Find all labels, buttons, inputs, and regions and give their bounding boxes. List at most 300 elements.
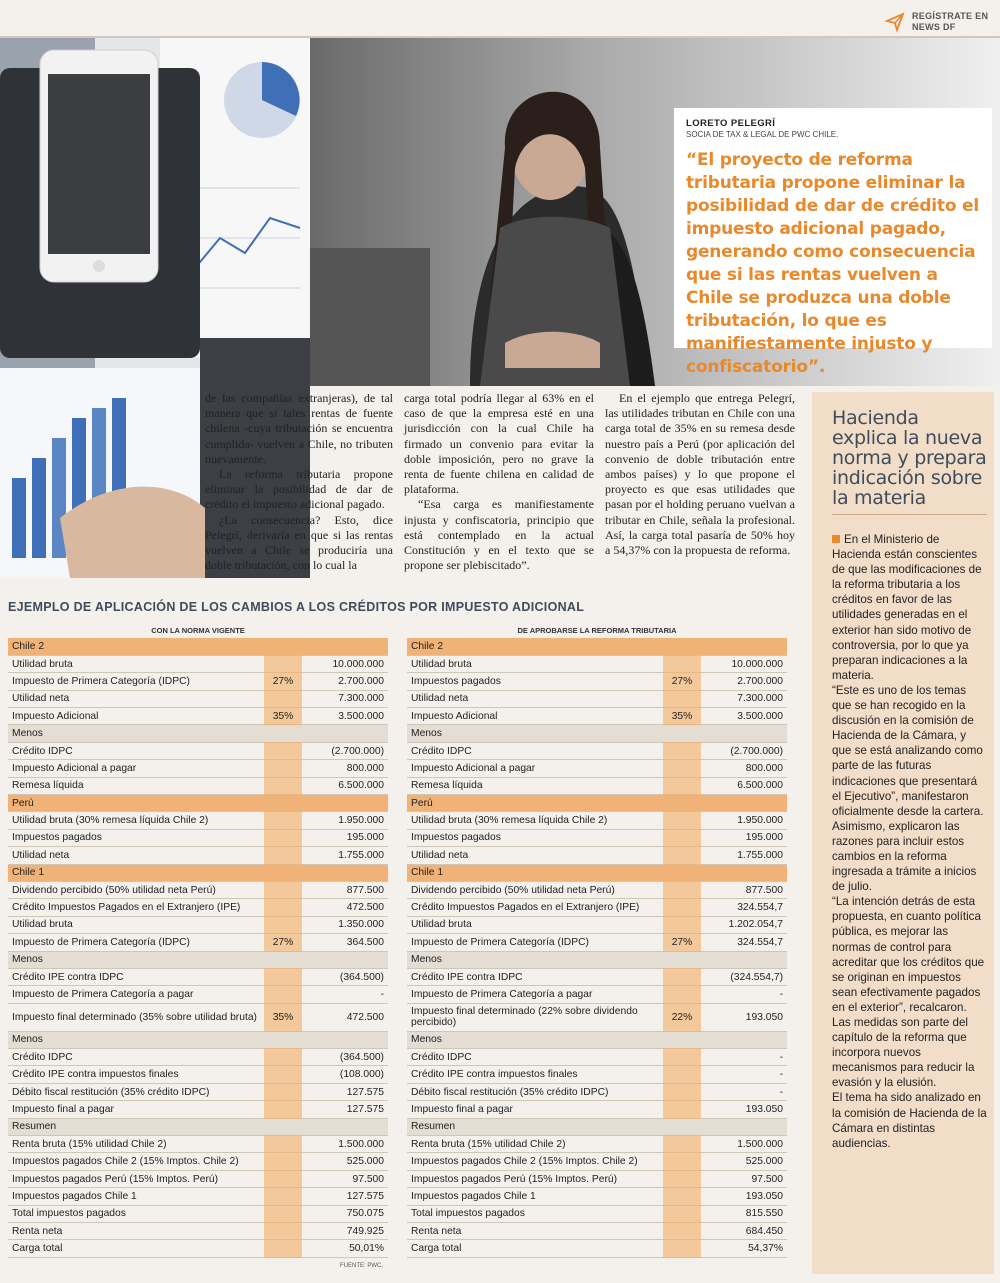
table-row — [407, 1066, 787, 1083]
row-rate — [264, 1101, 302, 1118]
article-column-2 — [404, 391, 594, 573]
table-row — [8, 1136, 388, 1153]
row-label: Remesa líquida — [8, 777, 264, 794]
row-rate — [663, 1049, 701, 1066]
row-label: Impuesto final a pagar — [8, 1101, 264, 1118]
row-rate — [663, 777, 701, 794]
row-rate — [264, 1240, 302, 1257]
row-label: Crédito Impuestos Pagados en el Extranjero (IPE) — [8, 899, 264, 916]
row-value: 749.925 — [302, 1223, 388, 1240]
row-label: Utilidad neta — [407, 690, 663, 707]
table-row — [8, 673, 388, 690]
table-row — [8, 1066, 388, 1083]
right-table-heading: DE APROBARSE LA REFORMA TRIBUTARIA — [517, 626, 677, 635]
row-label: Utilidad neta — [8, 847, 264, 864]
row-label: Impuestos pagados Perú (15% Imptos. Perú) — [8, 1170, 264, 1187]
row-label: Impuesto final a pagar — [407, 1101, 663, 1118]
row-rate: 27% — [663, 673, 701, 690]
row-label: Carga total — [407, 1240, 663, 1257]
row-rate — [264, 829, 302, 846]
row-rate — [663, 1083, 701, 1100]
row-value: 2.700.000 — [701, 673, 787, 690]
table-row — [8, 708, 388, 725]
quote-text: “El proyecto de reforma tributaria propone eliminar la posibilidad de dar de crédito el impuesto adicional pagado, generando como consecuencia que si las rentas vuelven a Chile se produzca una doble tributación, lo que es manifiestamente injusto y confiscatorio”. — [686, 150, 980, 377]
table-row — [8, 812, 388, 829]
row-label: Dividendo percibido (50% utilidad neta Perú) — [8, 881, 264, 898]
row-rate — [264, 690, 302, 707]
row-value: 1.950.000 — [701, 812, 787, 829]
table-row — [407, 1031, 787, 1048]
row-label: Crédito IDPC — [407, 1049, 663, 1066]
row-label: Impuestos pagados Chile 1 — [407, 1188, 663, 1205]
row-label: Impuestos pagados — [8, 829, 264, 846]
row-label: Chile 1 — [407, 864, 663, 881]
row-label: Renta neta — [8, 1223, 264, 1240]
paragraph: carga total podría llegar al 63% en el caso de que la empresa esté en una jurisdicción con la cual Chile ha firmado un convenio para evitar la doble imposición, pero no grave la renta de fuente chilena en calidad de plataforma. — [404, 391, 594, 497]
row-rate: 27% — [264, 673, 302, 690]
row-value: (364.500) — [302, 1049, 388, 1066]
paragraph: En el ejemplo que entrega Pelegrí, las utilidades tributan en Chile con una carga total de 35% en su remesa desde nuestro país a Perú (por aplicación del convenio de doble tributación entre ambos países) y lo que propone el proyecto es que esas utilidades que pasan por el holding peruano vuelvan a tributar en Chile, señala la profesional. Así, la carga total pasaría de 50% hoy a 54,37% con la propuesta de reforma. — [605, 391, 795, 558]
row-value: 3.500.000 — [701, 708, 787, 725]
row-label: Impuestos pagados Perú (15% Imptos. Perú) — [407, 1170, 663, 1187]
row-value — [701, 638, 787, 655]
row-rate — [264, 1136, 302, 1153]
row-value: 1.202.054,7 — [701, 916, 787, 933]
row-label: Impuesto de Primera Categoría (IDPC) — [407, 934, 663, 951]
row-value — [302, 725, 388, 742]
row-label: Impuesto de Primera Categoría a pagar — [8, 986, 264, 1003]
table-row — [407, 968, 787, 985]
row-rate — [663, 847, 701, 864]
row-label: Utilidad bruta — [407, 916, 663, 933]
table-row — [407, 812, 787, 829]
table-row — [8, 742, 388, 759]
row-rate — [264, 638, 302, 655]
row-rate — [264, 1153, 302, 1170]
table-row — [8, 916, 388, 933]
sidebar-title: Hacienda explica la nueva norma y prepara indicación sobre la materia — [832, 407, 987, 509]
sidebar-box — [812, 392, 994, 1274]
table-row — [407, 864, 787, 881]
row-label: Débito fiscal restitución (35% crédito IDPC) — [407, 1083, 663, 1100]
table-row — [407, 1049, 787, 1066]
row-value: 472.500 — [302, 1003, 388, 1031]
table-row — [8, 638, 388, 655]
row-value: 6.500.000 — [701, 777, 787, 794]
table-row — [407, 655, 787, 672]
table-row — [407, 847, 787, 864]
row-value — [302, 864, 388, 881]
article-column-3 — [605, 391, 795, 558]
row-value: (2.700.000) — [302, 742, 388, 759]
row-label: Impuestos pagados Chile 2 (15% Imptos. Chile 2) — [8, 1153, 264, 1170]
row-rate — [264, 725, 302, 742]
row-label: Crédito IDPC — [8, 742, 264, 759]
row-value — [701, 795, 787, 812]
row-rate — [264, 1083, 302, 1100]
sidebar-paragraph: “La intención detrás de esta propuesta, en cuanto política pública, es mejorar las normas de control para acreditar que los créditos que se originan en impuestos sean efectivamente pagados en el exterior”, recalcaron. — [832, 895, 985, 1014]
row-value: (108.000) — [302, 1066, 388, 1083]
table-row — [407, 934, 787, 951]
table-row — [8, 864, 388, 881]
table-row — [8, 725, 388, 742]
row-value: 193.050 — [701, 1188, 787, 1205]
row-label: Chile 2 — [407, 638, 663, 655]
table-row — [407, 1083, 787, 1100]
row-rate — [663, 1031, 701, 1048]
row-label: Impuestos pagados — [407, 673, 663, 690]
row-rate: 35% — [264, 708, 302, 725]
row-rate — [264, 847, 302, 864]
row-rate — [264, 1205, 302, 1222]
table-row — [8, 1049, 388, 1066]
row-rate — [663, 760, 701, 777]
row-label: Utilidad bruta — [8, 655, 264, 672]
row-label: Impuestos pagados Chile 2 (15% Imptos. Chile 2) — [407, 1153, 663, 1170]
row-rate — [663, 742, 701, 759]
row-rate — [663, 655, 701, 672]
row-rate — [264, 916, 302, 933]
row-rate — [663, 829, 701, 846]
row-value — [701, 951, 787, 968]
row-value: 525.000 — [701, 1153, 787, 1170]
table-row — [8, 1003, 388, 1031]
row-label: Utilidad bruta — [407, 655, 663, 672]
row-value: 472.500 — [302, 899, 388, 916]
table-row — [8, 1188, 388, 1205]
table-row — [407, 1188, 787, 1205]
row-value: 7.300.000 — [302, 690, 388, 707]
table-row — [407, 795, 787, 812]
row-rate — [663, 881, 701, 898]
row-rate — [663, 1170, 701, 1187]
row-value: 1.500.000 — [701, 1136, 787, 1153]
table-row — [407, 829, 787, 846]
register-label: REGÍSTRATE EN NEWS DF — [912, 11, 989, 32]
table-row — [407, 760, 787, 777]
sidebar-divider — [832, 514, 987, 515]
row-value: 877.500 — [302, 881, 388, 898]
table-row — [8, 1240, 388, 1257]
table-row — [8, 1223, 388, 1240]
row-value: 10.000.000 — [701, 655, 787, 672]
row-label: Crédito IPE contra IDPC — [407, 968, 663, 985]
row-label: Resumen — [407, 1118, 663, 1135]
sidebar-paragraph: El tema ha sido analizado en la comisión de Hacienda de la Cámara en distintas audiencias. — [832, 1091, 987, 1150]
table-row — [407, 986, 787, 1003]
table-row — [407, 881, 787, 898]
quote-author: LORETO PELEGRÍ — [686, 118, 776, 129]
row-rate — [663, 690, 701, 707]
row-label: Remesa líquida — [407, 777, 663, 794]
row-rate — [663, 899, 701, 916]
row-value: 877.500 — [701, 881, 787, 898]
table-row — [8, 1153, 388, 1170]
table-row — [407, 708, 787, 725]
row-label: Menos — [8, 951, 264, 968]
row-rate — [663, 1136, 701, 1153]
row-value: 54,37% — [701, 1240, 787, 1257]
row-value: 2.700.000 — [302, 673, 388, 690]
row-value — [701, 1031, 787, 1048]
table-row — [8, 1170, 388, 1187]
row-rate — [264, 899, 302, 916]
row-value: - — [302, 986, 388, 1003]
row-value: 193.050 — [701, 1003, 787, 1031]
row-value — [302, 1118, 388, 1135]
row-value: - — [701, 1049, 787, 1066]
row-rate: 35% — [663, 708, 701, 725]
row-label: Dividendo percibido (50% utilidad neta Perú) — [407, 881, 663, 898]
row-label: Total impuestos pagados — [407, 1205, 663, 1222]
table-row — [407, 638, 787, 655]
row-rate — [264, 760, 302, 777]
row-value: 1.755.000 — [302, 847, 388, 864]
row-rate — [264, 986, 302, 1003]
row-label: Chile 2 — [8, 638, 264, 655]
row-rate — [264, 742, 302, 759]
row-value: 193.050 — [701, 1101, 787, 1118]
row-label: Crédito IDPC — [407, 742, 663, 759]
row-rate — [663, 916, 701, 933]
row-label: Utilidad bruta — [8, 916, 264, 933]
row-label: Renta neta — [407, 1223, 663, 1240]
row-label: Menos — [407, 1031, 663, 1048]
row-rate — [663, 638, 701, 655]
row-label: Total impuestos pagados — [8, 1205, 264, 1222]
row-label: Utilidad bruta (30% remesa líquida Chile 2) — [407, 812, 663, 829]
current-rule-table — [8, 638, 388, 1258]
row-value: 97.500 — [302, 1170, 388, 1187]
row-value: 800.000 — [701, 760, 787, 777]
row-rate — [663, 986, 701, 1003]
row-rate — [264, 795, 302, 812]
row-label: Menos — [407, 725, 663, 742]
table-row — [407, 1101, 787, 1118]
table-row — [407, 1240, 787, 1257]
row-label: Utilidad neta — [8, 690, 264, 707]
table-row — [8, 934, 388, 951]
row-value — [701, 725, 787, 742]
row-rate: 27% — [264, 934, 302, 951]
row-rate — [264, 1170, 302, 1187]
row-rate — [264, 777, 302, 794]
table-row — [407, 742, 787, 759]
table-row — [407, 673, 787, 690]
row-rate — [264, 1031, 302, 1048]
row-rate — [663, 1101, 701, 1118]
row-value: 3.500.000 — [302, 708, 388, 725]
row-value: 195.000 — [302, 829, 388, 846]
row-label: Impuesto de Primera Categoría (IDPC) — [8, 673, 264, 690]
row-value: 684.450 — [701, 1223, 787, 1240]
row-label: Impuesto final determinado (35% sobre utilidad bruta) — [8, 1003, 264, 1031]
row-value: 6.500.000 — [302, 777, 388, 794]
row-rate — [663, 864, 701, 881]
table-row — [407, 899, 787, 916]
paragraph: La reforma tributaria propone eliminar la posibilidad de dar de crédito el impuesto adicional pagado. — [205, 467, 393, 512]
table-title: EJEMPLO DE APLICACIÓN DE LOS CAMBIOS A LOS CRÉDITOS POR IMPUESTO ADICIONAL — [8, 600, 585, 614]
row-label: Renta bruta (15% utilidad Chile 2) — [8, 1136, 264, 1153]
row-label: Impuesto de Primera Categoría a pagar — [407, 986, 663, 1003]
row-label: Crédito IPE contra impuestos finales — [8, 1066, 264, 1083]
table-row — [8, 986, 388, 1003]
table-row — [407, 1003, 787, 1031]
row-rate — [264, 881, 302, 898]
table-row — [8, 951, 388, 968]
table-row — [407, 916, 787, 933]
row-rate — [663, 1223, 701, 1240]
row-label: Crédito IPE contra impuestos finales — [407, 1066, 663, 1083]
row-value: 7.300.000 — [701, 690, 787, 707]
row-rate — [663, 1153, 701, 1170]
table-row — [407, 1170, 787, 1187]
left-table-heading: CON LA NORMA VIGENTE — [151, 626, 245, 635]
row-label: Menos — [8, 725, 264, 742]
row-label: Impuestos pagados Chile 1 — [8, 1188, 264, 1205]
row-value: - — [701, 1066, 787, 1083]
row-label: Utilidad bruta (30% remesa líquida Chile 2) — [8, 812, 264, 829]
row-value: 50,01% — [302, 1240, 388, 1257]
paragraph: ¿La consecuencia? Esto, dice Pelegrí, derivaría en que si las rentas vuelven a Chile se produciría una doble tributación, con lo cual la — [205, 512, 393, 573]
newsletter-icon — [884, 11, 906, 33]
row-value — [302, 951, 388, 968]
table-row — [8, 1083, 388, 1100]
table-row — [8, 1205, 388, 1222]
table-row — [407, 725, 787, 742]
row-rate: 27% — [663, 934, 701, 951]
row-value: 127.575 — [302, 1188, 388, 1205]
row-label: Crédito IDPC — [8, 1049, 264, 1066]
table-row — [8, 1118, 388, 1135]
row-rate — [264, 968, 302, 985]
row-rate — [264, 1118, 302, 1135]
table-row — [407, 690, 787, 707]
table-row — [8, 1101, 388, 1118]
row-value: - — [701, 1083, 787, 1100]
table-row — [407, 1118, 787, 1135]
row-rate: 35% — [264, 1003, 302, 1031]
table-row — [8, 899, 388, 916]
row-rate — [264, 655, 302, 672]
row-label: Impuesto de Primera Categoría (IDPC) — [8, 934, 264, 951]
row-value — [302, 1031, 388, 1048]
row-rate — [663, 812, 701, 829]
row-label: Impuesto Adicional — [407, 708, 663, 725]
row-rate: 22% — [663, 1003, 701, 1031]
row-label: Renta bruta (15% utilidad Chile 2) — [407, 1136, 663, 1153]
table-row — [407, 1205, 787, 1222]
row-rate — [663, 795, 701, 812]
row-rate — [264, 1188, 302, 1205]
row-rate — [663, 1240, 701, 1257]
row-value: 127.575 — [302, 1101, 388, 1118]
row-rate — [264, 1066, 302, 1083]
source-note: FUENTE: PWC. — [340, 1263, 383, 1269]
row-rate — [663, 725, 701, 742]
row-value: 525.000 — [302, 1153, 388, 1170]
row-rate — [663, 1188, 701, 1205]
table-row — [407, 951, 787, 968]
row-rate — [264, 812, 302, 829]
row-rate — [663, 968, 701, 985]
row-label: Perú — [8, 795, 264, 812]
table-row — [407, 1153, 787, 1170]
row-label: Débito fiscal restitución (35% crédito IDPC) — [8, 1083, 264, 1100]
row-value: 324.554,7 — [701, 934, 787, 951]
table-row — [8, 655, 388, 672]
table-row — [8, 829, 388, 846]
row-label: Impuesto Adicional a pagar — [8, 760, 264, 777]
reform-table — [407, 638, 787, 1258]
table-row — [8, 1031, 388, 1048]
row-label: Menos — [407, 951, 663, 968]
row-value: 10.000.000 — [302, 655, 388, 672]
row-value: 127.575 — [302, 1083, 388, 1100]
row-rate — [663, 1118, 701, 1135]
table-row — [8, 795, 388, 812]
row-label: Chile 1 — [8, 864, 264, 881]
row-value — [302, 795, 388, 812]
row-label: Perú — [407, 795, 663, 812]
row-value: (2.700.000) — [701, 742, 787, 759]
row-value: 815.550 — [701, 1205, 787, 1222]
row-value: 750.075 — [302, 1205, 388, 1222]
row-label: Impuesto Adicional a pagar — [407, 760, 663, 777]
row-value: (324.554,7) — [701, 968, 787, 985]
square-bullet-icon — [832, 535, 840, 543]
table-row — [8, 881, 388, 898]
row-label: Utilidad neta — [407, 847, 663, 864]
row-rate — [264, 951, 302, 968]
sidebar-paragraph: En el Ministerio de Hacienda están conscientes de que las modificaciones de la reforma tributaria a los créditos en favor de las utilidades generadas en el exterior han sido motivo de controversia, por lo que ya preparan indicaciones a la materia. — [832, 533, 982, 682]
paragraph: “Esa carga es manifiestamente injusta y confiscatoria, principio que está contemplado en la actual Constitución y en el texto que se propone ser plebiscitado”. — [404, 497, 594, 573]
row-label: Resumen — [8, 1118, 264, 1135]
row-value: 1.755.000 — [701, 847, 787, 864]
sidebar-paragraph: “Este es uno de los temas que se han recogido en la discusión en la comisión de Hacienda de la Cámara, y que se está analizando como parte de las futuras indicaciones que presentará el Ejecutivo”, manifestaron oficialmente desde la cartera. — [832, 683, 984, 818]
register-newsletter-link[interactable] — [884, 8, 992, 36]
row-value: 364.500 — [302, 934, 388, 951]
sidebar-paragraph: Las medidas son parte del capítulo de la reforma que incorpora nuevos mecanismos para reducir la evasión y la elusión. — [832, 1016, 975, 1090]
row-label: Carga total — [8, 1240, 264, 1257]
paragraph: de las compañías extranjeras), de tal manera que si tales rentas de fuente chilena -cuya tributación se encuentra cumplida- vuelven a Chile, no tributen nuevamente. — [205, 391, 393, 466]
row-value — [701, 864, 787, 881]
sidebar-paragraph: Asimismo, explicaron las razones para incluir estos cambios en la reforma ingresada a trámite a inicios de julio. — [832, 819, 977, 894]
row-value: 195.000 — [701, 829, 787, 846]
row-value: 324.554,7 — [701, 899, 787, 916]
table-row — [8, 690, 388, 707]
row-value — [302, 638, 388, 655]
quote-author-role: SOCIA DE TAX & LEGAL DE PWC CHILE. — [686, 130, 839, 139]
row-value: 1.950.000 — [302, 812, 388, 829]
row-value — [701, 1118, 787, 1135]
table-row — [407, 1223, 787, 1240]
row-label: Crédito IPE contra IDPC — [8, 968, 264, 985]
row-rate — [663, 1066, 701, 1083]
row-rate — [264, 1223, 302, 1240]
row-rate — [663, 951, 701, 968]
row-label: Crédito Impuestos Pagados en el Extranjero (IPE) — [407, 899, 663, 916]
row-rate — [264, 864, 302, 881]
row-label: Menos — [8, 1031, 264, 1048]
article-column-1 — [205, 391, 393, 573]
row-value: 1.350.000 — [302, 916, 388, 933]
row-label: Impuesto final determinado (22% sobre dividendo percibido) — [407, 1003, 663, 1031]
row-label: Impuesto Adicional — [8, 708, 264, 725]
row-value: - — [701, 986, 787, 1003]
table-row — [407, 777, 787, 794]
sidebar-body — [832, 532, 988, 1151]
